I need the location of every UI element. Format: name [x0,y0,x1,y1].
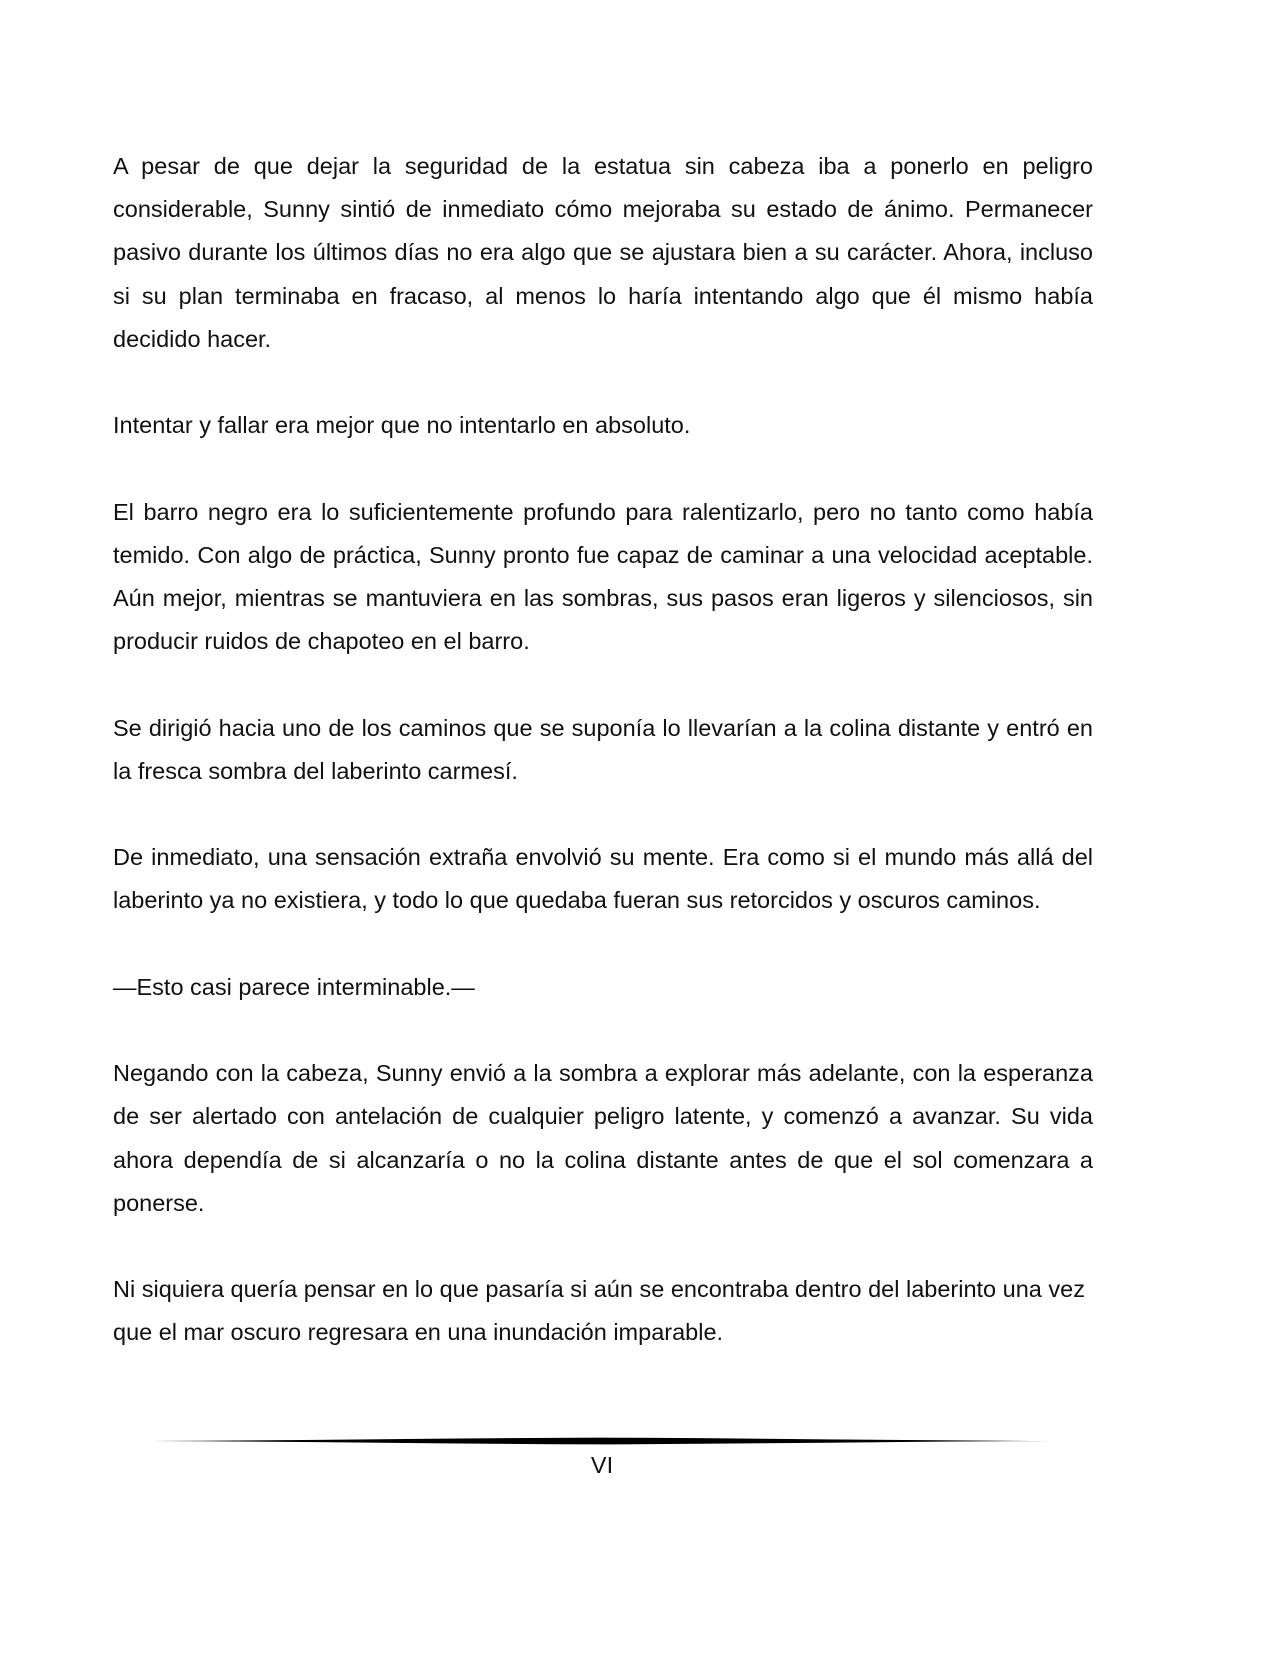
footer-divider [152,1436,1050,1446]
body-text [113,145,1093,1398]
page-number: VI [590,1452,614,1478]
paragraph: —Esto casi parece interminable.— [113,973,475,1000]
paragraph: Intentar y fallar era mejor que no intentarlo en absoluto. [113,412,691,439]
paragraph: Negando con la cabeza, Sunny envió a la sombra a explorar más adelante, con la esperanza de ser alertado con antelación de cualquier peligro latente, y comenzó a avanzar. Su vida ahora dependía de si alcanzaría o no la colina distante antes de que el sol comenzara a ponerse. [113,1060,1093,1216]
paragraph: Se dirigió hacia uno de los caminos que se suponía lo llevarían a la colina distante y entró en la fresca sombra del laberinto carmesí. [113,714,1093,784]
paragraph: De inmediato, una sensación extraña envolvió su mente. Era como si el mundo más allá del laberinto ya no existiera, y todo lo que quedaba fueran sus retorcidos y oscuros caminos. [113,844,1093,914]
paragraph: Ni siquiera quería pensar en lo que pasaría si aún se encontraba dentro del laberinto una vez que el mar oscuro regresara en una inundación imparable. [113,1276,1085,1346]
paragraph: El barro negro era lo suficientemente profundo para ralentizarlo, pero no tanto como había temido. Con algo de práctica, Sunny pronto fue capaz de caminar a una velocidad aceptable. Aún mejor, mientras se mantuviera en las sombras, sus pasos eran ligeros y silenciosos, sin producir ruidos de chapoteo en el barro. [113,498,1093,655]
paragraph: A pesar de que dejar la seguridad de la estatua sin cabeza iba a ponerlo en peligro considerable, Sunny sintió de inmediato cómo mejoraba su estado de ánimo. Permanecer pasivo durante los últimos días no era algo que se ajustara bien a su carácter. Ahora, incluso si su plan terminaba en fracaso, al menos lo haría intentando algo que él mismo había decidido hacer. [113,153,1093,352]
